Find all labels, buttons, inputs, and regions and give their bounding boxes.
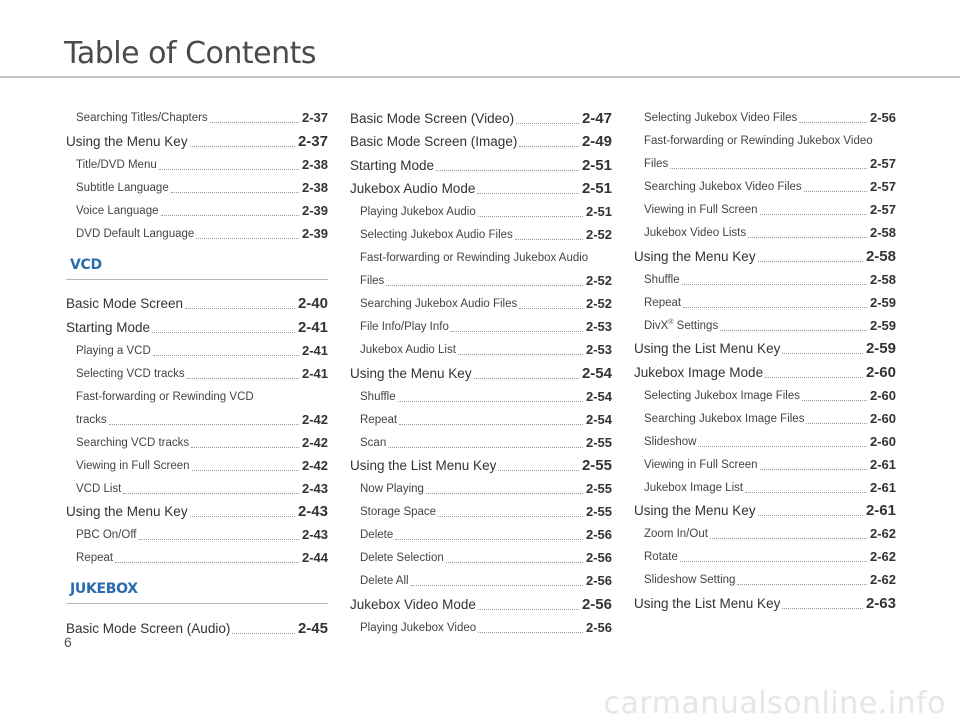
dot-leader <box>515 238 583 240</box>
dot-leader <box>185 307 295 309</box>
section-heading-vcd <box>66 256 328 280</box>
toc-entry[interactable] <box>634 382 896 405</box>
toc-list <box>634 104 896 613</box>
toc-entry-page: 2-61 <box>869 456 896 472</box>
toc-entry-page: 2-42 <box>301 457 328 473</box>
toc-entry-title: Slideshow <box>644 435 697 448</box>
toc-entry-title: Scan <box>360 436 387 449</box>
toc-entry-title: Delete <box>360 529 394 541</box>
toc-entry[interactable] <box>634 543 896 566</box>
toc-entry-page: 2-56 <box>585 619 612 635</box>
toc-entry-page: 2-54 <box>581 364 612 382</box>
toc-entry-page: 2-56 <box>869 110 896 125</box>
dot-leader <box>191 446 299 448</box>
toc-entry-page: 2-60 <box>865 363 896 381</box>
toc-entry-title: Files <box>644 158 669 170</box>
toc-entry[interactable] <box>66 383 328 406</box>
toc-entry-title: Fast-forwarding or Rewinding Jukebox Audio <box>360 252 589 264</box>
toc-entry-title: Title/DVD Menu <box>76 158 157 171</box>
toc-entry-page: 2-39 <box>301 225 328 241</box>
dot-leader <box>196 237 299 239</box>
dot-leader <box>190 145 295 147</box>
toc-entry[interactable] <box>66 290 328 314</box>
toc-entry[interactable] <box>66 104 328 127</box>
toc-entry-title: Jukebox Video Lists <box>644 227 747 239</box>
toc-entry-title: Basic Mode Screen (Audio) <box>66 620 231 636</box>
toc-entry[interactable] <box>66 220 328 243</box>
toc-entry-title: Voice Language <box>76 204 159 217</box>
toc-entry[interactable] <box>350 198 612 221</box>
toc-entry[interactable] <box>634 127 896 150</box>
toc-entry[interactable] <box>66 313 328 337</box>
toc-entry-title: Shuffle <box>644 273 680 286</box>
dot-leader <box>115 561 299 563</box>
page-title: Table of Contents <box>64 36 317 71</box>
toc-entry[interactable] <box>634 173 896 196</box>
toc-entry-title: Jukebox Image Mode <box>634 364 764 380</box>
toc-entry[interactable] <box>66 174 328 197</box>
toc-entry-page: 2-55 <box>581 457 612 474</box>
dot-leader <box>477 192 579 194</box>
toc-entry[interactable] <box>350 475 612 498</box>
toc-entry-page: 2-41 <box>297 318 328 336</box>
toc-entry-page: 2-42 <box>301 434 328 450</box>
toc-entry-title: Basic Mode Screen (Video) <box>350 110 515 126</box>
toc-entry-title: Using the Menu Key <box>66 133 188 149</box>
toc-entry-page: 2-61 <box>869 479 896 495</box>
toc-entry[interactable] <box>634 520 896 543</box>
toc-entry[interactable] <box>634 335 896 359</box>
dot-leader <box>683 306 867 308</box>
dot-leader <box>159 168 299 170</box>
toc-list <box>66 104 328 243</box>
toc-entry-title: Using the List Menu Key <box>634 595 781 611</box>
dot-leader <box>758 514 863 516</box>
toc-entry-page: 2-60 <box>869 387 896 403</box>
dot-leader <box>804 190 867 192</box>
toc-entry-page: 2-57 <box>869 179 896 194</box>
toc-entry[interactable] <box>634 242 896 266</box>
dot-leader <box>478 608 579 610</box>
dot-leader <box>698 445 867 447</box>
toc-entry-page: 2-49 <box>581 133 612 150</box>
toc-entry[interactable] <box>66 151 328 174</box>
dot-leader <box>782 607 863 609</box>
toc-entry-page: 2-53 <box>585 319 612 334</box>
toc-entry[interactable] <box>66 197 328 220</box>
toc-entry[interactable] <box>350 104 612 128</box>
dot-leader <box>710 537 867 539</box>
dot-leader <box>458 353 583 355</box>
toc-entry[interactable] <box>66 127 328 151</box>
toc-entry-page: 2-40 <box>297 295 328 312</box>
toc-entry-page: 2-56 <box>585 573 612 588</box>
toc-entry[interactable] <box>350 336 612 359</box>
toc-entry-page: 2-38 <box>301 179 328 195</box>
toc-entry-title: Repeat <box>360 413 398 426</box>
toc-entry[interactable] <box>634 150 896 173</box>
toc-entry-page: 2-62 <box>869 572 896 587</box>
toc-entry-page: 2-41 <box>301 365 328 381</box>
dot-leader <box>153 354 299 356</box>
toc-entry-title: Using the Menu Key <box>350 365 472 381</box>
toc-entry-title: Storage Space <box>360 506 437 518</box>
toc-entry-title: Basic Mode Screen <box>66 296 184 311</box>
toc-entry-title: DivX® Settings <box>644 318 719 332</box>
toc-entry-page: 2-57 <box>869 156 896 171</box>
dot-leader <box>802 399 867 401</box>
dot-leader <box>190 515 295 517</box>
toc-entry-page: 2-52 <box>585 227 612 242</box>
toc-entry[interactable] <box>66 429 328 452</box>
toc-entry-page: 2-63 <box>865 594 896 612</box>
toc-entry-page: 2-52 <box>585 273 612 288</box>
toc-entry-page: 2-56 <box>585 527 612 542</box>
toc-entry-page: 2-55 <box>585 481 612 496</box>
toc-entry-title: Selecting Jukebox Video Files <box>644 112 798 124</box>
toc-entry-title: Now Playing <box>360 483 424 495</box>
toc-entry-page: 2-55 <box>585 434 612 450</box>
dot-leader <box>516 122 579 124</box>
toc-entry-title: tracks <box>76 413 107 426</box>
dot-leader <box>799 121 867 123</box>
dot-leader <box>388 446 583 448</box>
toc-column-3 <box>634 104 896 613</box>
toc-entry-title: Jukebox Audio List <box>360 344 456 356</box>
toc-entry-title: Searching Jukebox Image Files <box>644 412 805 425</box>
toc-entry-title: Searching Jukebox Audio Files <box>360 298 518 310</box>
dot-leader <box>670 167 867 169</box>
toc-entry[interactable] <box>634 289 896 312</box>
dot-leader <box>395 538 583 540</box>
dot-leader <box>171 191 299 193</box>
toc-entry[interactable] <box>350 383 612 406</box>
toc-entry-page: 2-44 <box>301 550 328 565</box>
dot-leader <box>123 492 299 494</box>
toc-entry-page: 2-47 <box>581 109 612 127</box>
dot-leader <box>398 400 583 402</box>
toc-entry-title: Searching VCD tracks <box>76 436 190 449</box>
toc-entry-page: 2-51 <box>581 156 612 174</box>
toc-entry-page: 2-37 <box>301 110 328 125</box>
toc-entry[interactable] <box>350 221 612 244</box>
toc-entry-title: Starting Mode <box>350 157 435 173</box>
toc-entry-page: 2-53 <box>585 342 612 357</box>
toc-entry[interactable] <box>66 360 328 383</box>
section-heading-jukebox <box>66 581 328 604</box>
toc-list <box>66 614 328 638</box>
toc-entry-page: 2-51 <box>585 204 612 219</box>
toc-entry-title: Viewing in Full Screen <box>644 204 758 216</box>
dot-leader <box>745 491 867 493</box>
toc-entry-page: 2-51 <box>581 180 612 197</box>
toc-entry[interactable] <box>350 521 612 544</box>
dot-leader <box>109 423 299 425</box>
toc-entry[interactable] <box>66 614 328 638</box>
dot-leader <box>782 352 863 354</box>
toc-entry-title: Rotate <box>644 551 678 563</box>
dot-leader <box>682 283 867 285</box>
toc-entry-title: Playing Jukebox Audio <box>360 206 476 218</box>
toc-entry-title: DVD Default Language <box>76 227 195 240</box>
toc-entry-page: 2-57 <box>869 202 896 217</box>
toc-entry-title: Viewing in Full Screen <box>644 458 758 471</box>
dot-leader <box>760 213 867 215</box>
toc-entry[interactable] <box>350 567 612 590</box>
dot-leader <box>386 284 583 286</box>
dot-leader <box>474 377 579 379</box>
toc-entry[interactable] <box>66 406 328 429</box>
toc-entry[interactable] <box>634 589 896 613</box>
toc-entry-title: Files <box>360 275 385 287</box>
toc-entry-page: 2-56 <box>581 595 612 613</box>
dot-leader <box>161 214 299 216</box>
toc-entry[interactable] <box>634 566 896 589</box>
dot-leader <box>748 236 867 238</box>
toc-entry[interactable] <box>350 498 612 521</box>
toc-column-1 <box>66 104 328 638</box>
toc-entry-page: 2-41 <box>301 342 328 358</box>
dot-leader <box>446 561 583 563</box>
toc-entry-title: Shuffle <box>360 390 396 403</box>
toc-entry-title: Jukebox Video Mode <box>350 596 476 612</box>
dot-leader <box>519 307 583 309</box>
dot-leader <box>187 377 299 379</box>
toc-entry-page: 2-43 <box>301 480 328 496</box>
toc-entry[interactable] <box>634 219 896 242</box>
toc-entry-page: 2-61 <box>865 502 896 519</box>
toc-entry-page: 2-37 <box>297 132 328 150</box>
toc-entry-page: 2-42 <box>301 411 328 427</box>
toc-entry[interactable] <box>350 452 612 476</box>
toc-entry-title: Selecting VCD tracks <box>76 367 185 380</box>
toc-entry-page: 2-43 <box>297 503 328 520</box>
toc-entry-title: Selecting Jukebox Audio Files <box>360 229 513 241</box>
toc-entry[interactable] <box>350 614 612 637</box>
toc-entry[interactable] <box>66 521 328 544</box>
toc-entry[interactable] <box>634 451 896 474</box>
dot-leader <box>210 121 299 123</box>
toc-entry-page: 2-59 <box>869 317 896 333</box>
dot-leader <box>152 331 295 333</box>
toc-entry-title: Fast-forwarding or Rewinding VCD <box>76 390 254 403</box>
toc-entry[interactable] <box>634 405 896 428</box>
toc-entry-page: 2-52 <box>585 296 612 311</box>
toc-entry-title: Using the List Menu Key <box>350 458 497 473</box>
toc-entry-title: Repeat <box>644 296 682 309</box>
toc-entry[interactable] <box>350 244 612 267</box>
toc-entry-title: Viewing in Full Screen <box>76 459 190 472</box>
toc-entry-title: Using the Menu Key <box>634 248 756 264</box>
dot-leader <box>737 583 867 585</box>
dot-leader <box>438 515 583 517</box>
toc-entry-title: Delete All <box>360 575 409 587</box>
toc-entry[interactable] <box>634 474 896 497</box>
toc-list <box>66 290 328 568</box>
toc-entry[interactable] <box>634 266 896 289</box>
toc-entry-title: Slideshow Setting <box>644 574 736 586</box>
toc-entry[interactable] <box>350 359 612 383</box>
dot-leader <box>760 468 867 470</box>
toc-entry-page: 2-54 <box>585 388 612 404</box>
dot-leader <box>451 330 583 332</box>
toc-entry-title: Jukebox Audio Mode <box>350 181 476 196</box>
toc-entry[interactable] <box>634 196 896 219</box>
dot-leader <box>680 560 867 562</box>
toc-entry-page: 2-43 <box>301 527 328 542</box>
toc-entry[interactable] <box>350 406 612 429</box>
toc-entry-page: 2-38 <box>301 156 328 172</box>
section-heading-label: JUKEBOX <box>70 581 138 597</box>
toc-entry[interactable] <box>350 175 612 199</box>
dot-leader <box>478 215 583 217</box>
toc-entry-page: 2-56 <box>585 550 612 565</box>
toc-entry[interactable] <box>350 128 612 152</box>
toc-entry-page: 2-60 <box>869 410 896 426</box>
toc-entry-page: 2-55 <box>585 504 612 519</box>
toc-entry-title: Subtitle Language <box>76 181 169 194</box>
dot-leader <box>192 469 299 471</box>
toc-entry[interactable] <box>350 267 612 290</box>
toc-column-2 <box>350 104 612 637</box>
toc-entry[interactable] <box>350 544 612 567</box>
toc-entry-title: Zoom In/Out <box>644 528 708 540</box>
dot-leader <box>720 329 867 331</box>
watermark: carmanualsonline.info <box>603 686 946 721</box>
toc-entry[interactable] <box>634 104 896 127</box>
toc-entry-title: Basic Mode Screen (Image) <box>350 134 518 149</box>
toc-entry[interactable] <box>66 475 328 498</box>
dot-leader <box>498 469 579 471</box>
toc-entry[interactable] <box>350 313 612 336</box>
toc-entry-title: Using the Menu Key <box>634 503 756 518</box>
toc-entry-title: Repeat <box>76 552 114 564</box>
toc-entry-title: Fast-forwarding or Rewinding Jukebox Video <box>644 135 873 147</box>
toc-entry-title: Using the Menu Key <box>66 504 188 519</box>
toc-entry-page: 2-59 <box>869 294 896 310</box>
toc-entry[interactable] <box>350 151 612 175</box>
toc-entry-page: 2-62 <box>869 526 896 541</box>
toc-entry-title: Searching Jukebox Video Files <box>644 181 802 193</box>
dot-leader <box>399 423 583 425</box>
toc-entry-title: Delete Selection <box>360 552 444 564</box>
toc-entry[interactable] <box>634 312 896 335</box>
dot-leader <box>232 632 295 634</box>
toc-entry-title: Playing Jukebox Video <box>360 621 477 634</box>
toc-entry-title: Selecting Jukebox Image Files <box>644 389 800 402</box>
toc-entry-page: 2-58 <box>869 271 896 287</box>
toc-entry[interactable] <box>634 358 896 382</box>
toc-entry-page: 2-45 <box>297 619 328 637</box>
toc-entry-title: Searching Titles/Chapters <box>76 112 208 124</box>
toc-entry[interactable] <box>350 590 612 614</box>
toc-entry[interactable] <box>66 498 328 522</box>
toc-entry-page: 2-59 <box>865 340 896 357</box>
toc-entry-title: Starting Mode <box>66 319 151 335</box>
toc-entry[interactable] <box>350 429 612 452</box>
toc-entry-title: PBC On/Off <box>76 529 137 541</box>
toc-entry-page: 2-58 <box>869 225 896 240</box>
toc-entry-page: 2-62 <box>869 549 896 564</box>
toc-entry-page: 2-39 <box>301 202 328 218</box>
dot-leader <box>478 631 583 633</box>
dot-leader <box>139 538 299 540</box>
page-number: 6 <box>64 634 72 650</box>
toc-entry[interactable] <box>634 428 896 451</box>
dot-leader <box>411 584 583 586</box>
dot-leader <box>426 492 583 494</box>
toc-entry[interactable] <box>634 497 896 521</box>
title-divider <box>0 76 960 78</box>
toc-entry[interactable] <box>66 452 328 475</box>
dot-leader <box>765 376 863 378</box>
toc-entry[interactable] <box>350 290 612 313</box>
toc-entry-title: Playing a VCD <box>76 344 151 357</box>
toc-list <box>350 104 612 637</box>
toc-entry-page: 2-54 <box>585 411 612 427</box>
dot-leader <box>758 260 863 262</box>
dot-leader <box>436 169 579 171</box>
toc-entry-page: 2-58 <box>865 247 896 265</box>
toc-entry-title: Jukebox Image List <box>644 481 744 494</box>
toc-entry[interactable] <box>66 544 328 567</box>
toc-entry-title: Using the List Menu Key <box>634 341 781 356</box>
dot-leader <box>806 422 867 424</box>
toc-entry[interactable] <box>66 337 328 360</box>
section-heading-label: VCD <box>70 256 102 273</box>
toc-entry-title: File Info/Play Info <box>360 321 449 333</box>
toc-entry-page: 2-60 <box>869 433 896 449</box>
toc-entry-title: VCD List <box>76 482 122 495</box>
dot-leader <box>519 145 579 147</box>
